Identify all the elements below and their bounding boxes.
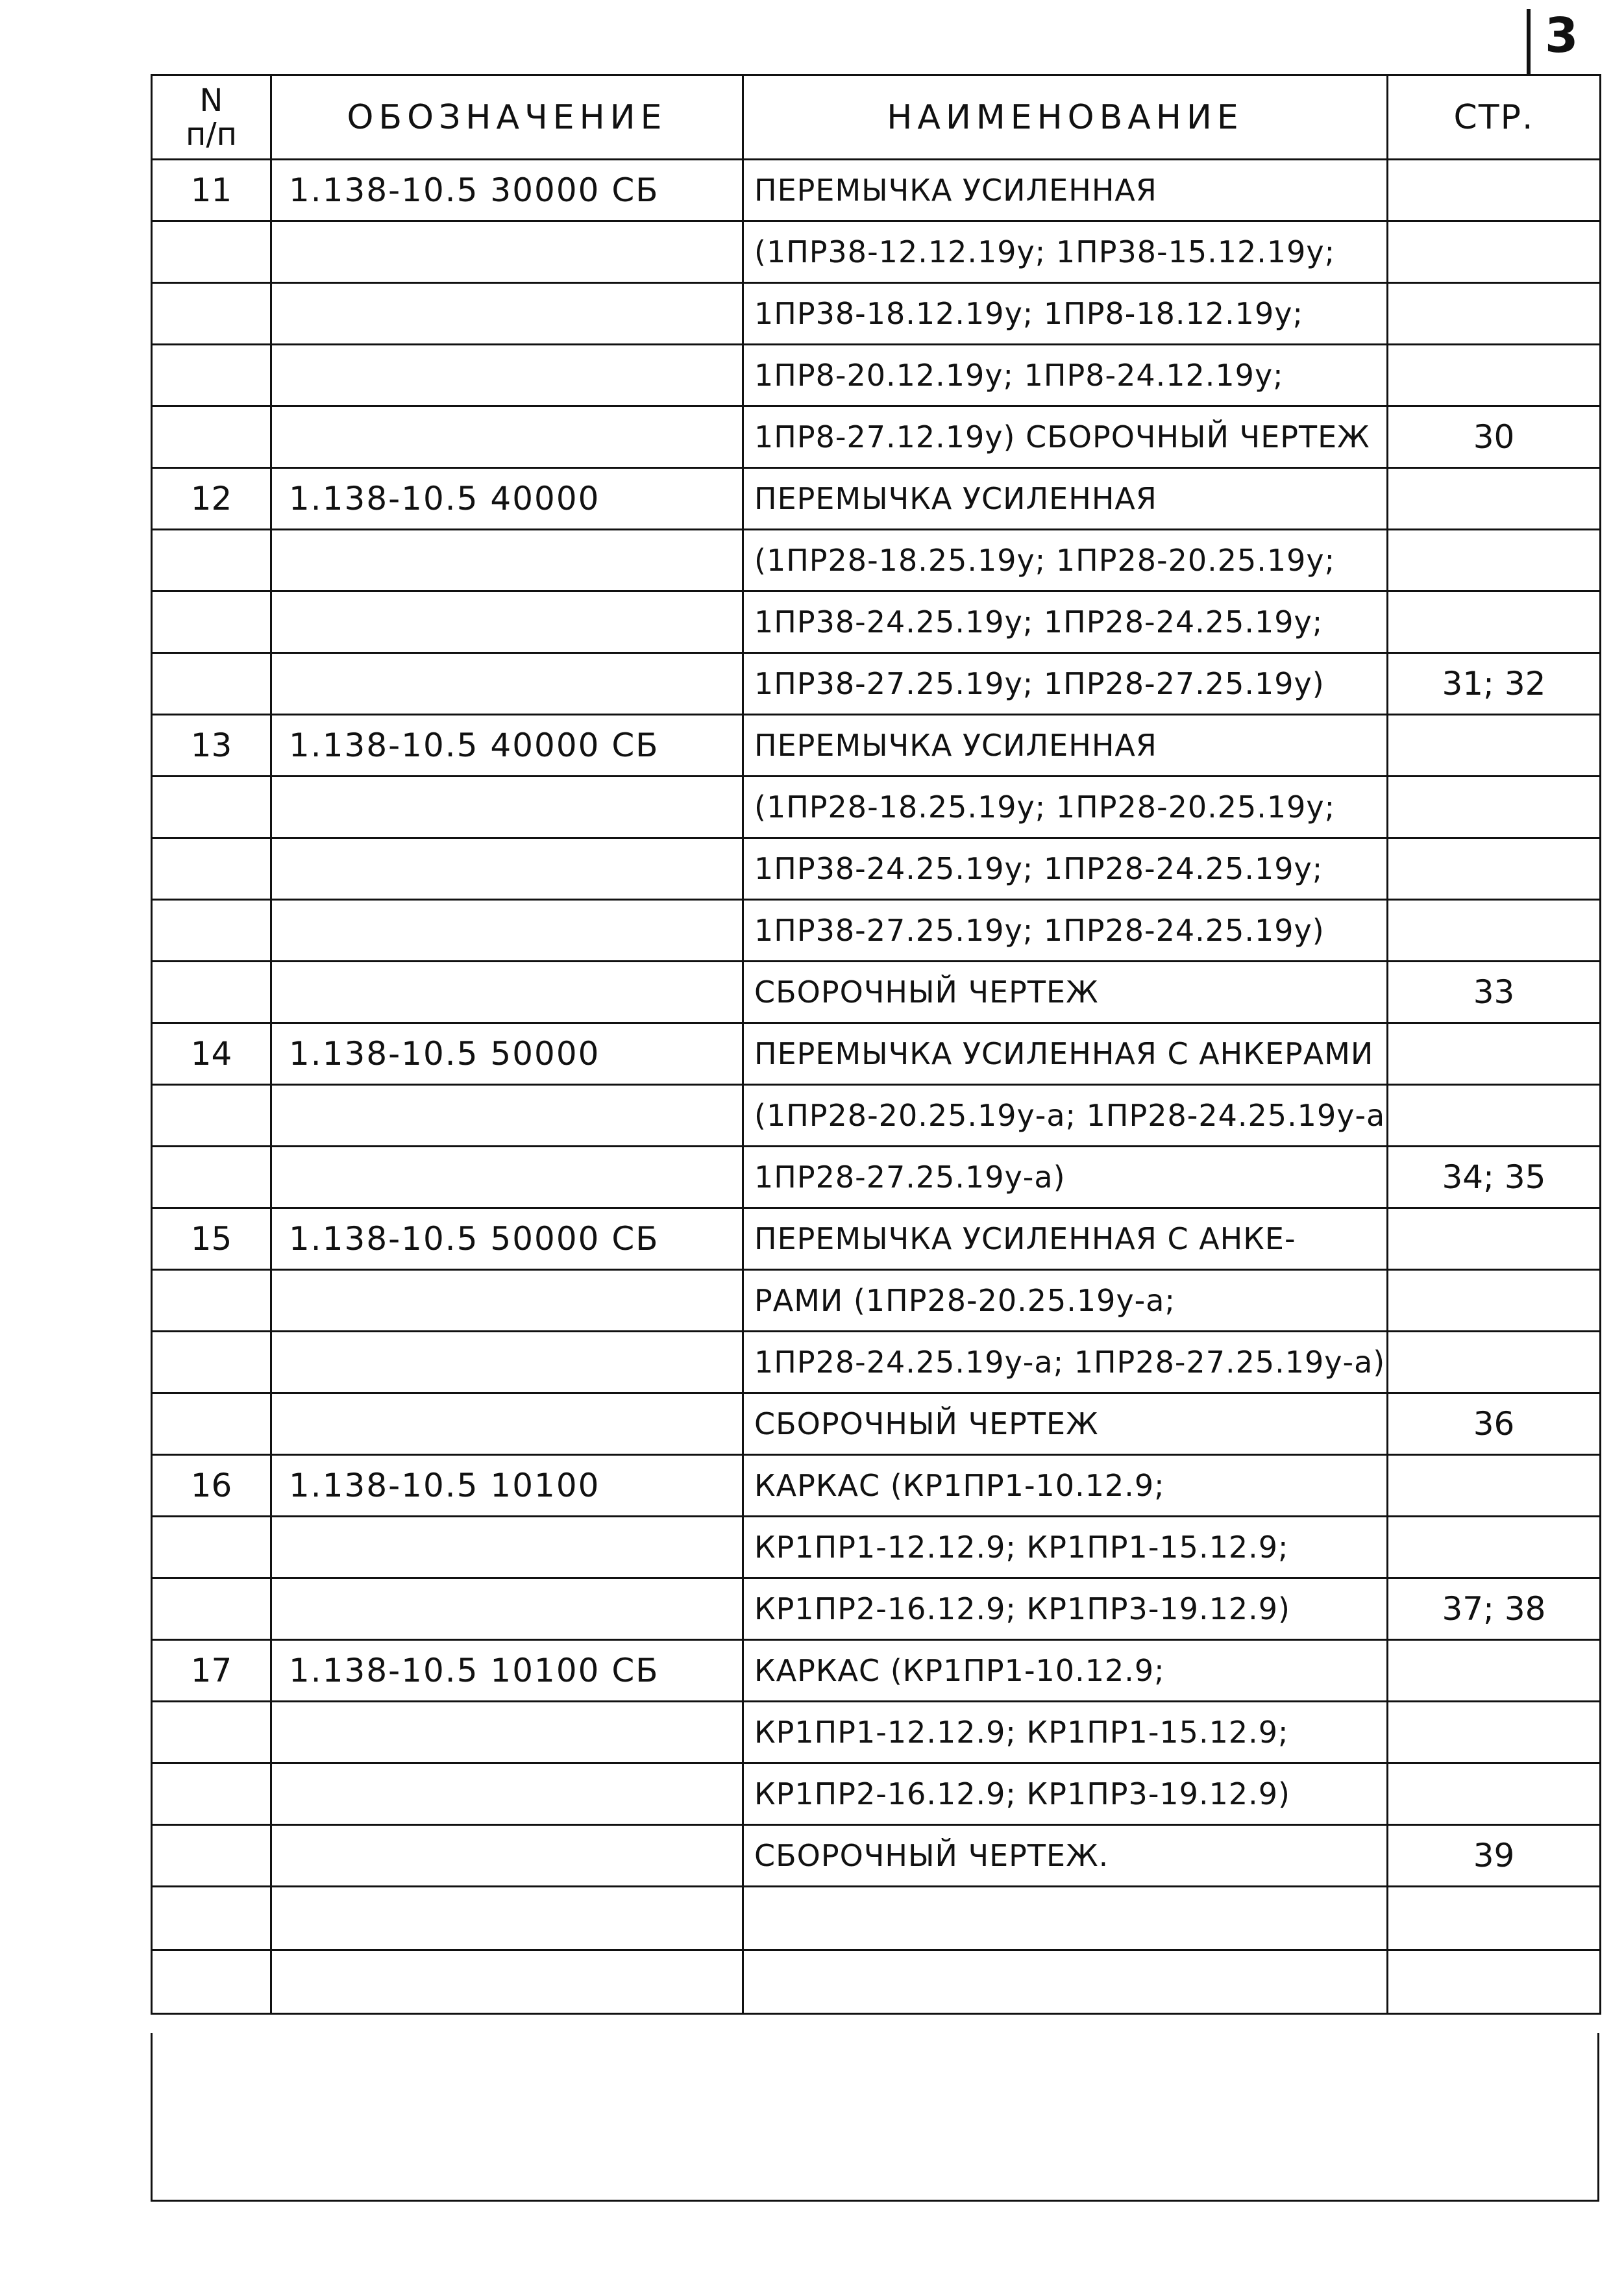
table-row bbox=[152, 1702, 1601, 1763]
cell-page bbox=[1388, 1085, 1601, 1147]
cell-item-number bbox=[152, 345, 271, 406]
cell-name: 1ПР38-27.25.19у; 1ПР28-27.25.19у) bbox=[743, 653, 1388, 715]
cell-item-number bbox=[152, 221, 271, 283]
cell-item-number bbox=[152, 591, 271, 653]
table-row bbox=[152, 1147, 1601, 1208]
table-row bbox=[152, 1950, 1601, 2014]
header-designation: ОБОЗНАЧЕНИЕ bbox=[271, 75, 743, 160]
cell-name: (1ПР38-12.12.19у; 1ПР38-15.12.19у; bbox=[743, 221, 1388, 283]
cell-item-number: 14 bbox=[152, 1023, 271, 1085]
cell-page bbox=[1388, 1640, 1601, 1702]
cell-designation bbox=[271, 283, 743, 345]
cell-page: 30 bbox=[1388, 406, 1601, 468]
table-row bbox=[152, 406, 1601, 468]
cell-page bbox=[1388, 1702, 1601, 1763]
page-number: 3 bbox=[1545, 8, 1579, 64]
cell-page bbox=[1388, 1887, 1601, 1950]
cell-item-number: 15 bbox=[152, 1208, 271, 1270]
table-row bbox=[152, 838, 1601, 900]
cell-designation bbox=[271, 345, 743, 406]
table-row bbox=[152, 1578, 1601, 1640]
cell-designation bbox=[271, 1085, 743, 1147]
cell-designation: 1.138-10.5 10100 bbox=[271, 1455, 743, 1517]
header-item-number bbox=[152, 75, 271, 160]
cell-name: 1ПР28-24.25.19у-а; 1ПР28-27.25.19у-а) bbox=[743, 1332, 1388, 1393]
cell-name: 1ПР28-27.25.19у-а) bbox=[743, 1147, 1388, 1208]
cell-page bbox=[1388, 715, 1601, 777]
table-row bbox=[152, 715, 1601, 777]
cell-item-number: 17 bbox=[152, 1640, 271, 1702]
cell-item-number: 13 bbox=[152, 715, 271, 777]
cell-name: (1ПР28-18.25.19у; 1ПР28-20.25.19у; bbox=[743, 530, 1388, 591]
cell-item-number: 16 bbox=[152, 1455, 271, 1517]
cell-designation bbox=[271, 653, 743, 715]
cell-designation: 1.138-10.5 50000 bbox=[271, 1023, 743, 1085]
cell-page bbox=[1388, 1270, 1601, 1332]
table-row bbox=[152, 468, 1601, 530]
cell-name: КР1ПР1-12.12.9; КР1ПР1-15.12.9; bbox=[743, 1517, 1388, 1578]
cell-name bbox=[743, 1950, 1388, 2014]
cell-designation bbox=[271, 1147, 743, 1208]
cell-item-number bbox=[152, 1702, 271, 1763]
cell-name bbox=[743, 1887, 1388, 1950]
cell-name: 1ПР38-24.25.19у; 1ПР28-24.25.19у; bbox=[743, 591, 1388, 653]
cell-designation bbox=[271, 1270, 743, 1332]
table-row bbox=[152, 1455, 1601, 1517]
cell-designation bbox=[271, 1332, 743, 1393]
cell-designation bbox=[271, 530, 743, 591]
cell-name: КР1ПР1-12.12.9; КР1ПР1-15.12.9; bbox=[743, 1702, 1388, 1763]
cell-page bbox=[1388, 1763, 1601, 1825]
cell-name: ПЕРЕМЫЧКА УСИЛЕННАЯ bbox=[743, 468, 1388, 530]
cell-item-number bbox=[152, 838, 271, 900]
cell-page bbox=[1388, 777, 1601, 838]
cell-page: 31; 32 bbox=[1388, 653, 1601, 715]
cell-name: ПЕРЕМЫЧКА УСИЛЕННАЯ bbox=[743, 160, 1388, 221]
cell-name: ПЕРЕМЫЧКА УСИЛЕННАЯ bbox=[743, 715, 1388, 777]
header-page: СТР. bbox=[1388, 75, 1601, 160]
cell-designation bbox=[271, 962, 743, 1023]
cell-item-number bbox=[152, 1825, 271, 1887]
cell-item-number bbox=[152, 1950, 271, 2014]
table-row bbox=[152, 1887, 1601, 1950]
cell-designation bbox=[271, 1578, 743, 1640]
cell-name: СБОРОЧНЫЙ ЧЕРТЕЖ bbox=[743, 962, 1388, 1023]
cell-item-number: 12 bbox=[152, 468, 271, 530]
cell-page bbox=[1388, 468, 1601, 530]
cell-designation bbox=[271, 1887, 743, 1950]
cell-designation bbox=[271, 1393, 743, 1455]
header-name: НАИМЕНОВАНИЕ bbox=[743, 75, 1388, 160]
table-row bbox=[152, 1270, 1601, 1332]
cell-name: (1ПР28-20.25.19у-а; 1ПР28-24.25.19у-а bbox=[743, 1085, 1388, 1147]
cell-page bbox=[1388, 1332, 1601, 1393]
cell-designation bbox=[271, 1517, 743, 1578]
cell-page: 34; 35 bbox=[1388, 1147, 1601, 1208]
cell-page bbox=[1388, 900, 1601, 962]
cell-page bbox=[1388, 1023, 1601, 1085]
table-row bbox=[152, 1640, 1601, 1702]
cell-page bbox=[1388, 838, 1601, 900]
cell-name: СБОРОЧНЫЙ ЧЕРТЕЖ. bbox=[743, 1825, 1388, 1887]
table-row bbox=[152, 591, 1601, 653]
cell-item-number bbox=[152, 1270, 271, 1332]
table-row bbox=[152, 160, 1601, 221]
cell-page bbox=[1388, 530, 1601, 591]
cell-name: СБОРОЧНЫЙ ЧЕРТЕЖ bbox=[743, 1393, 1388, 1455]
table-row bbox=[152, 1085, 1601, 1147]
cell-name: 1ПР38-18.12.19у; 1ПР8-18.12.19у; bbox=[743, 283, 1388, 345]
table-row bbox=[152, 1517, 1601, 1578]
cell-designation bbox=[271, 1950, 743, 2014]
table-row bbox=[152, 283, 1601, 345]
table-row bbox=[152, 1763, 1601, 1825]
cell-name: 1ПР38-24.25.19у; 1ПР28-24.25.19у; bbox=[743, 838, 1388, 900]
table-row bbox=[152, 1023, 1601, 1085]
cell-designation bbox=[271, 221, 743, 283]
cell-item-number bbox=[152, 1332, 271, 1393]
cell-page: 33 bbox=[1388, 962, 1601, 1023]
cell-page bbox=[1388, 221, 1601, 283]
cell-name: КР1ПР2-16.12.9; КР1ПР3-19.12.9) bbox=[743, 1763, 1388, 1825]
cell-page bbox=[1388, 1455, 1601, 1517]
cell-name: 1ПР8-27.12.19у) СБОРОЧНЫЙ ЧЕРТЕЖ bbox=[743, 406, 1388, 468]
table-row bbox=[152, 1825, 1601, 1887]
header-row bbox=[152, 75, 1601, 160]
cell-item-number bbox=[152, 283, 271, 345]
cell-item-number bbox=[152, 1763, 271, 1825]
cell-designation bbox=[271, 900, 743, 962]
header-item-number-label: N п/п bbox=[186, 82, 237, 153]
cell-item-number bbox=[152, 1147, 271, 1208]
cell-designation: 1.138-10.5 10100 СБ bbox=[271, 1640, 743, 1702]
cell-page bbox=[1388, 1208, 1601, 1270]
cell-name: 1ПР8-20.12.19у; 1ПР8-24.12.19у; bbox=[743, 345, 1388, 406]
cell-page bbox=[1388, 591, 1601, 653]
table-row bbox=[152, 653, 1601, 715]
cell-item-number bbox=[152, 1085, 271, 1147]
table-row bbox=[152, 962, 1601, 1023]
table-row bbox=[152, 1332, 1601, 1393]
table-row bbox=[152, 900, 1601, 962]
page-number-divider bbox=[1527, 9, 1531, 74]
cell-designation: 1.138-10.5 50000 СБ bbox=[271, 1208, 743, 1270]
cell-item-number bbox=[152, 1887, 271, 1950]
cell-item-number bbox=[152, 1517, 271, 1578]
cell-page bbox=[1388, 283, 1601, 345]
cell-item-number bbox=[152, 1578, 271, 1640]
cell-item-number bbox=[152, 530, 271, 591]
cell-name: КАРКАС (КР1ПР1-10.12.9; bbox=[743, 1455, 1388, 1517]
table-row bbox=[152, 1393, 1601, 1455]
cell-designation bbox=[271, 1702, 743, 1763]
cell-designation bbox=[271, 777, 743, 838]
table-row bbox=[152, 345, 1601, 406]
cell-item-number bbox=[152, 777, 271, 838]
table-row bbox=[152, 530, 1601, 591]
cell-designation bbox=[271, 1825, 743, 1887]
table-body bbox=[152, 160, 1601, 2014]
cell-item-number bbox=[152, 900, 271, 962]
table-header bbox=[152, 75, 1601, 160]
cell-page: 36 bbox=[1388, 1393, 1601, 1455]
drawing-register-table bbox=[151, 74, 1601, 2015]
cell-designation bbox=[271, 838, 743, 900]
cell-name: ПЕРЕМЫЧКА УСИЛЕННАЯ С АНКЕРАМИ bbox=[743, 1023, 1388, 1085]
cell-designation: 1.138-10.5 30000 СБ bbox=[271, 160, 743, 221]
table-row bbox=[152, 1208, 1601, 1270]
notes-box bbox=[151, 2033, 1599, 2202]
table-row bbox=[152, 221, 1601, 283]
cell-name: КР1ПР2-16.12.9; КР1ПР3-19.12.9) bbox=[743, 1578, 1388, 1640]
cell-designation: 1.138-10.5 40000 bbox=[271, 468, 743, 530]
cell-page: 39 bbox=[1388, 1825, 1601, 1887]
cell-page: 37; 38 bbox=[1388, 1578, 1601, 1640]
cell-name: КАРКАС (КР1ПР1-10.12.9; bbox=[743, 1640, 1388, 1702]
cell-designation bbox=[271, 406, 743, 468]
cell-item-number bbox=[152, 1393, 271, 1455]
cell-name: ПЕРЕМЫЧКА УСИЛЕННАЯ С АНКЕ- bbox=[743, 1208, 1388, 1270]
cell-item-number bbox=[152, 962, 271, 1023]
cell-page bbox=[1388, 345, 1601, 406]
cell-designation: 1.138-10.5 40000 СБ bbox=[271, 715, 743, 777]
cell-item-number bbox=[152, 653, 271, 715]
cell-designation bbox=[271, 591, 743, 653]
cell-name: (1ПР28-18.25.19у; 1ПР28-20.25.19у; bbox=[743, 777, 1388, 838]
table-row bbox=[152, 777, 1601, 838]
cell-name: РАМИ (1ПР28-20.25.19у-а; bbox=[743, 1270, 1388, 1332]
cell-item-number: 11 bbox=[152, 160, 271, 221]
cell-page bbox=[1388, 1517, 1601, 1578]
cell-item-number bbox=[152, 406, 271, 468]
cell-designation bbox=[271, 1763, 743, 1825]
cell-name: 1ПР38-27.25.19у; 1ПР28-24.25.19у) bbox=[743, 900, 1388, 962]
cell-page bbox=[1388, 160, 1601, 221]
cell-page bbox=[1388, 1950, 1601, 2014]
